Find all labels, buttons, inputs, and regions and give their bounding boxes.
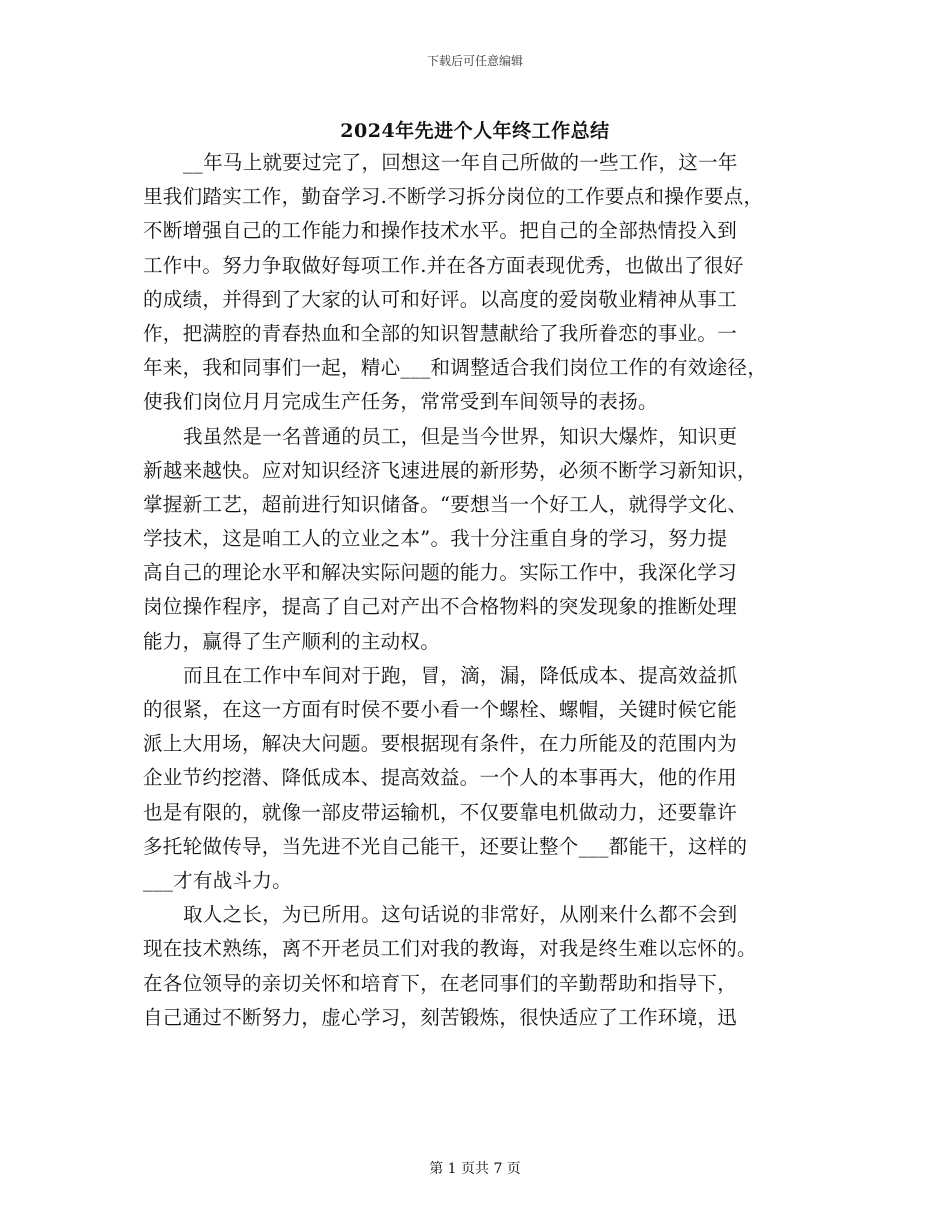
paragraph-3 <box>143 659 813 898</box>
text-line: 的很紧，在这一方面有时侯不要小看一个螺栓、螺帽，关键时候它能 <box>143 698 738 721</box>
text-line: 在各位领导的亲切关怀和培育下，在老同事们的辛勤帮助和指导下， <box>143 971 738 995</box>
text-line: 新越来越快。应对知识经济飞速进展的新形势，必须不断学习新知识， <box>143 458 757 482</box>
text-line: 工作中。努力争取做好每项工作.并在各方面表现优秀，也做出了很好 <box>143 253 744 277</box>
paragraph-2 <box>143 420 813 659</box>
text-line: 取人之长，为已所用。这句话说的非常好，从刚来什么都不会到 <box>183 903 738 927</box>
page-header: 下载后可任意编辑 <box>426 54 523 68</box>
text-line: 能力，赢得了生产顺利的主动权。 <box>143 629 441 653</box>
document-body <box>143 146 813 1035</box>
text-line: 高自己的理论水平和解决实际问题的能力。实际工作中，我深化学习 <box>143 561 738 585</box>
text-line: 自己通过不断努力，虚心学习，刻苦锻炼，很快适应了工作环境，迅 <box>143 1005 738 1029</box>
text-line: 而且在工作中车间对于跑，冒，滴，漏，降低成本、提高效益抓 <box>183 663 738 687</box>
text-line: 企业节约挖潜、降低成本、提高效益。一个人的本事再大，他的作用 <box>143 766 738 790</box>
text-line: 多托轮做传导，当先进不光自己能干，还要让整个___都能干，这样的 <box>143 834 748 858</box>
text-line: 作，把满腔的青春热血和全部的知识智慧献给了我所眷恋的事业。一 <box>143 321 738 345</box>
text-line: 派上大用场，解决大问题。要根据现有条件，在力所能及的范围内为 <box>143 732 738 756</box>
paragraph-4 <box>143 898 813 1035</box>
text-line: 岗位操作程序，提高了自己对产出不合格物料的突发现象的推断处理 <box>143 595 738 619</box>
text-line: 里我们踏实工作，勤奋学习.不断学习拆分岗位的工作要点和操作要点， <box>143 185 764 209</box>
text-line: ___才有战斗力。 <box>143 868 292 892</box>
text-line: 我虽然是一名普通的员工，但是当今世界，知识大爆炸，知识更 <box>183 424 738 448</box>
page-number: 第 1 页共 7 页 <box>429 1161 521 1177</box>
text-line: 使我们岗位月月完成生产任务，常常受到车间领导的表扬。 <box>143 390 658 414</box>
text-line: 年来，我和同事们一起，精心___和调整适合我们岗位工作的有效途径， <box>143 356 768 380</box>
text-line: 掌握新工艺，超前进行知识储备。“要想当一个好工人，就得学文化、 <box>143 492 748 516</box>
document-title: 2024年先进个人年终工作总结 <box>340 120 610 142</box>
text-line: 现在技术熟练，离不开老员工们对我的教诲，对我是终生难以忘怀的。 <box>143 937 757 961</box>
text-line: 也是有限的，就像一部皮带运输机，不仅要靠电机做动力，还要靠许 <box>143 800 738 824</box>
paragraph-1 <box>143 146 813 420</box>
text-line: 的成绩，并得到了大家的认可和好评。以高度的爱岗敬业精神从事工 <box>143 287 738 311</box>
text-line: __年马上就要过完了，回想这一年自己所做的一些工作，这一年 <box>183 151 738 174</box>
text-line: 不断增强自己的工作能力和操作技术水平。把自己的全部热情投入到 <box>143 219 738 243</box>
text-line: 学技术，这是咱工人的立业之本”。我十分注重自身的学习，努力提 <box>143 527 728 551</box>
